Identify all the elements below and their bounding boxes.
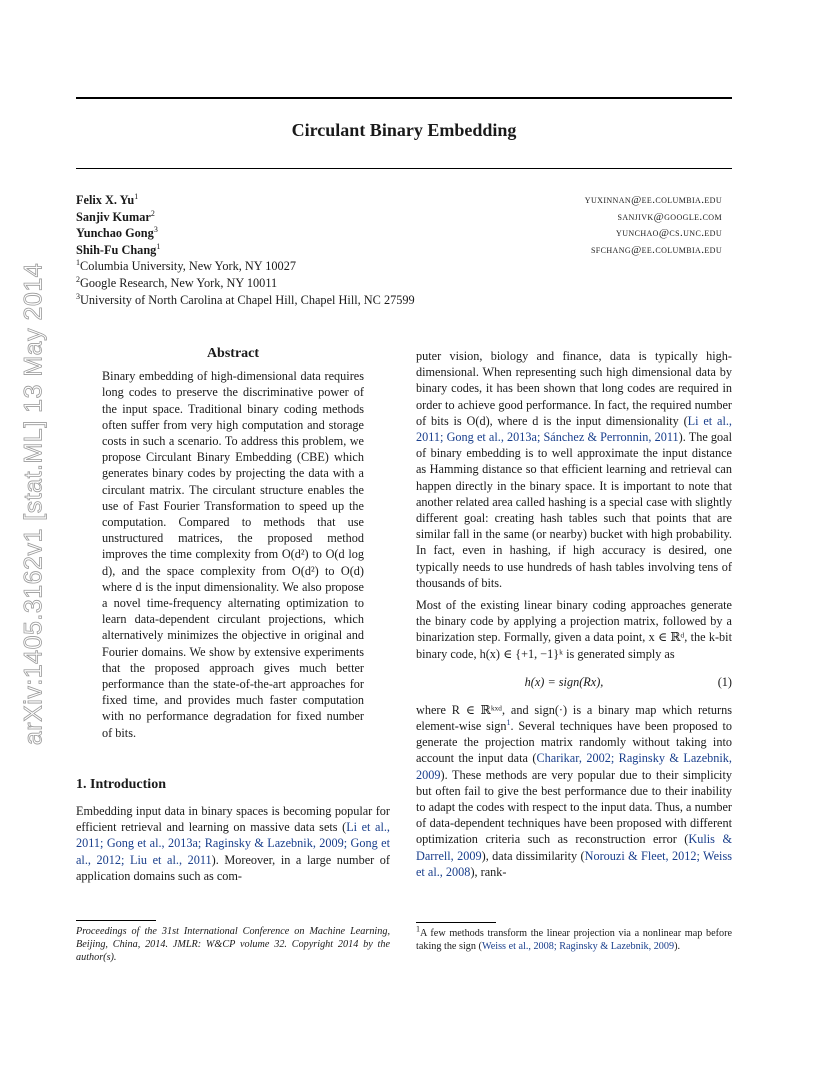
citation-link[interactable]: Weiss et al., 2008; Raginsky & Lazebnik, 2009	[481, 941, 675, 952]
abstract-heading: Abstract	[206, 346, 260, 361]
author-name: Sanjiv Kumar$^2$	[76, 208, 155, 224]
author-row	[76, 242, 732, 259]
citation-link[interactable]: Li et al., 2011; Gong et al., 2013a; Raginsky & Lazebnik, 2009; Gong et al., 2012; Liu et al., 2011	[76, 820, 390, 867]
body-paragraph: puter vision, biology and finance, data is typically high-dimensional. When representing such high dimensional data by binary codes, it has been shown that long codes are required in order to achieve good performance. In fact, the required number of bits is O(d), where d is the input dimensionality (Li et al., 2011; Gong et al., 2013a; Sánchez & Perronnin, 2011). The goal of binary embedding is to well approximate the input distance as Hamming distance so that efficient learning and retrieval can happen directly in the binary space. It is important to note that another related area called hashing is a special case with slightly different goal: creating hash tables such that points that are similar fall in the same (or nearby) bucket with high probability. In fact, even in hashing, if high accuracy is desired, one typically needs to use hundreds of hash tables involving tens of thousands of bits.	[416, 349, 732, 590]
equation-number: (1)	[717, 674, 732, 689]
author-name: Felix X. Yu$^1$	[76, 191, 139, 207]
footnote-marker[interactable]: 1	[506, 717, 511, 727]
footnote-rule	[416, 922, 496, 923]
citation-link[interactable]: Charikar, 2002; Raginsky & Lazebnik, 2009	[416, 751, 732, 782]
proceedings-text: Proceedings of the 31st International Conference on Machine Learning, Beijing, China, 2014. JMLR: W&CP volume 32. Copyright 2014 by the author(s).	[76, 926, 390, 963]
author-row	[76, 225, 732, 242]
equation-body: h(x) = sign(Rx),	[524, 674, 604, 689]
proceedings-footnote	[76, 920, 390, 964]
intro-paragraph: Embedding input data in binary spaces is becoming popular for efficient retrieval and learning on massive data sets (Li et al., 2011; Gong et al., 2013a; Raginsky & Lazebnik, 2009; Gong et al., 2012; Liu et al., 2011). Moreover, in a large number of application domains such as com-	[76, 804, 390, 883]
equation-1	[416, 672, 732, 692]
author-email: yuxinnan@ee.columbia.edu	[584, 194, 722, 206]
abstract-text: Binary embedding of high-dimensional data requires long codes to preserve the discriminative power of the input space. Traditional binary coding methods often suffer from very high computation and storage costs in such a scenario. To address this problem, we propose Circulant Binary Embedding (CBE) which generates binary codes by projecting the data with a circulant matrix. The circulant structure enables the use of Fast Fourier Transformation to speed up the computation. Compared to methods that use unstructured matrices, the proposed method improves the time complexity from O(d²) to O(d log d), and the space complexity from O(d²) to O(d) where d is the input dimensionality. We also propose a novel time-frequency alternating optimization to learn data-dependent circulant projections, which alternatively minimizes the objective in original and Fourier domains. We show by extensive experiments that the proposed approach gives much better performance than the state-of-the-art approaches for fixed time, and provides much faster computation with no performance degradation for fixed number of bits.	[102, 369, 364, 740]
title-top-rule	[76, 97, 732, 99]
citation-link[interactable]: Norouzi & Fleet, 2012; Weiss et al., 2008	[416, 848, 732, 879]
affiliation: $^3$University of North Carolina at Chapel Hill, Chapel Hill, NC 27599	[76, 291, 415, 307]
author-row	[76, 192, 732, 209]
footnote-1	[416, 922, 732, 953]
footnote-rule	[76, 920, 156, 921]
paper-title: Circulant Binary Embedding	[291, 120, 517, 140]
right-column	[416, 348, 732, 880]
introduction-heading: 1. Introduction	[76, 776, 166, 792]
footnote-text: $^1$A few methods transform the linear projection via a nonlinear map before taking the sign (Weiss et al., 2008; Raginsky & Lazebnik, 2009).	[416, 924, 732, 952]
left-column	[76, 346, 390, 884]
author-email: yunchao@cs.unc.edu	[616, 227, 722, 239]
author-email: sanjivk@google.com	[617, 210, 722, 223]
author-block	[76, 192, 732, 309]
author-row	[76, 209, 732, 226]
author-name: Yunchao Gong$^3$	[76, 224, 158, 240]
title-bottom-rule	[76, 168, 732, 169]
arxiv-watermark: arXiv:1405.3162v1 [stat.ML] 13 May 2014	[19, 262, 48, 746]
author-email: sfchang@ee.columbia.edu	[590, 243, 722, 256]
author-name: Shih-Fu Chang$^1$	[76, 241, 161, 257]
body-paragraph: Most of the existing linear binary coding approaches generate the binary code by applying a projection matrix, followed by a binarization step. Formally, given a data point, x ∈ ℝᵈ, the k-bit binary code, h(x) ∈ {+1, −1}ᵏ is generated simply as	[416, 598, 732, 661]
citation-link[interactable]: Li et al., 2011; Gong et al., 2013a; Sánchez & Perronnin, 2011	[416, 413, 732, 445]
affiliation: $^2$Google Research, New York, NY 10011	[76, 274, 278, 290]
body-paragraph: where R ∈ ℝᵏˣᵈ, and sign(·) is a binary map which returns element-wise sign$^1$. Several techniques have been proposed to generate the projection matrix randomly without taking into account the input data (Charikar, 2002; Raginsky & Lazebnik, 2009). These methods are very popular due to their simplicity but often fail to give the best performance due to their inability to adapt the codes with respect to the input data. Thus, a number of data-dependent techniques have been proposed with different optimization criteria such as reconstruction error (Kulis & Darrell, 2009), data dissimilarity (Norouzi & Fleet, 2012; Weiss et al., 2008), rank-	[416, 702, 732, 879]
citation-link[interactable]: Kulis & Darrell, 2009	[416, 832, 732, 863]
affiliation: $^1$Columbia University, New York, NY 10027	[76, 257, 296, 273]
